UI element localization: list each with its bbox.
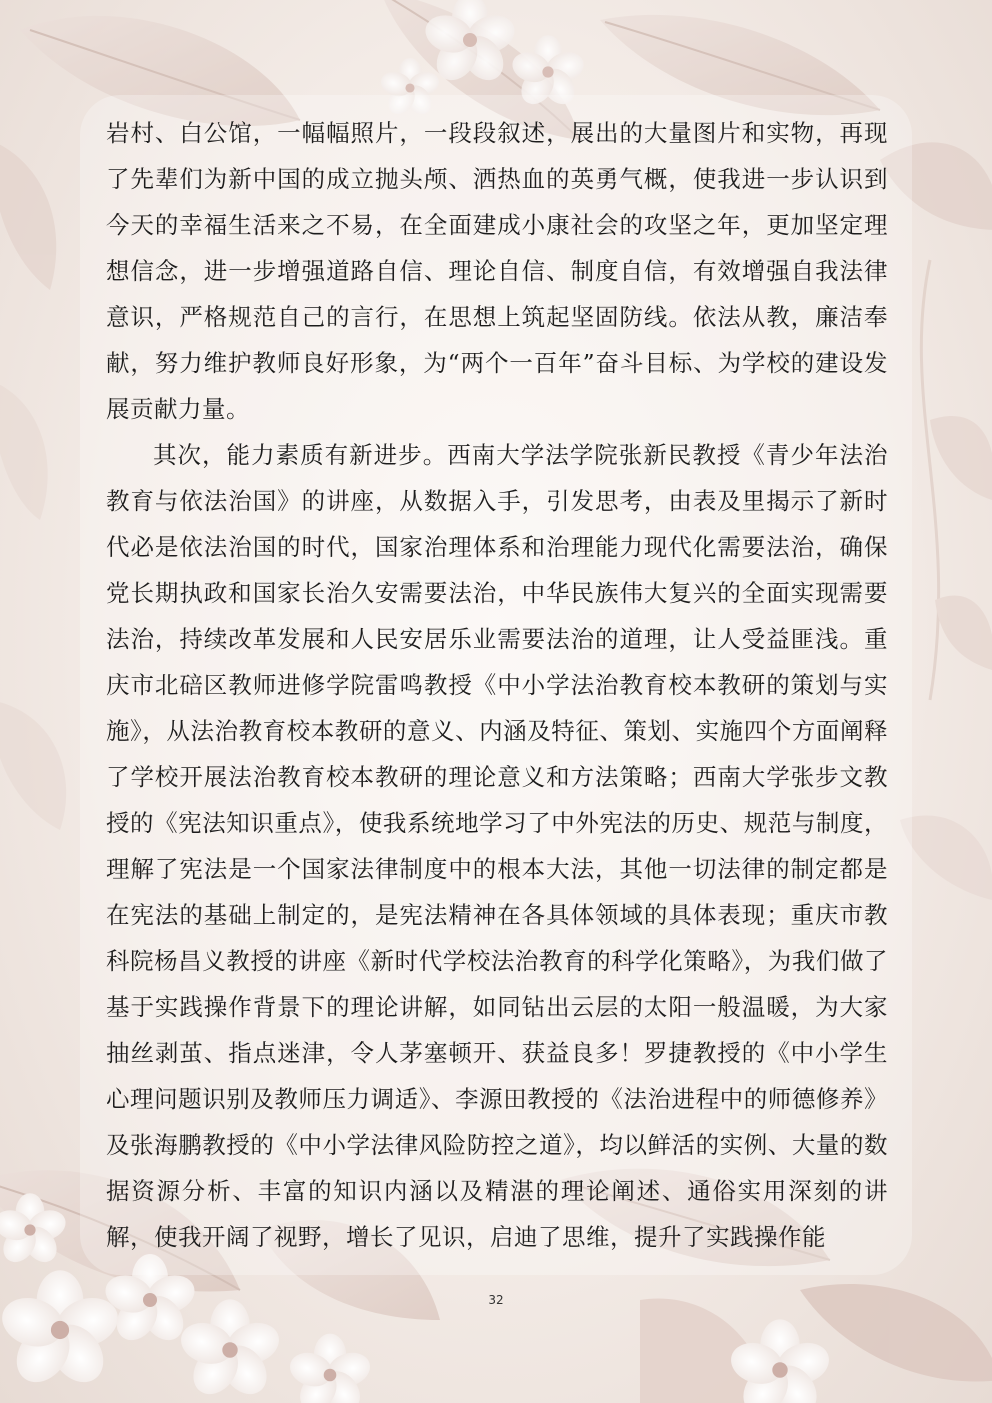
- right-side-foliage: [900, 260, 992, 900]
- paragraph-ability-progress: 其次，能力素质有新进步。西南大学法学院张新民教授《青少年法治教育与依法治国》的讲座，从数据入手，引发思考，由表及里揭示了新时代必是依法治国的时代，国家治理体系和治理能力现代化需要法治，确保党长期执政和国家长治久安需要法治，中华民族伟大复兴的全面实现需要法治，持续改革发展和人民安居乐业需要法治的道理，让人受益匪浅。重庆市北碚区教师进修学院雷鸣教授《中小学法治教育校本教研的策划与实施》，从法治教育校本教研的意义、内涵及特征、策划、实施四个方面阐释了学校开展法治教育校本教研的理论意义和方法策略；西南大学张步文教授的《宪法知识重点》，使我系统地学习了中外宪法的历史、规范与制度，理解了宪法是一个国家法律制度中的根本大法，其他一切法律的制定都是在宪法的基础上制定的，是宪法精神在各具体领域的具体表现；重庆市教科院杨昌义教授的讲座《新时代学校法治教育的科学化策略》，为我们做了基于实践操作背景下的理论讲解，如同钻出云层的太阳一般温暖，为大家抽丝剥茧、指点迷津，令人茅塞顿开、获益良多！罗捷教授的《中小学生心理问题识别及教师压力调适》、李源田教授的《法治进程中的师德修养》及张海鹏教授的《中小学法律风险防控之道》，均以鲜活的实例、大量的数据资源分析、丰富的知识内涵以及精湛的理论阐述、通俗实用深刻的讲解，使我开阔了视野，增长了见识，启迪了思维，提升了实践操作能: [106, 441, 888, 1251]
- paragraph-continuation: 岩村、白公馆，一幅幅照片，一段段叙述，展出的大量图片和实物，再现了先辈们为新中国的成立抛头颅、洒热血的英勇气概，使我进一步认识到今天的幸福生活来之不易，在全面建成小康社会的攻坚之年，更加坚定理想信念，进一步增强道路自信、理论自信、制度自信，有效增强自我法律意识，严格规范自己的言行，在思想上筑起坚固防线。依法从教，廉洁奉献，努力维护教师良好形象，为“两个一百年”奋斗目标、为学校的建设发展贡献力量。: [106, 119, 888, 423]
- left-side-foliage: [0, 380, 66, 830]
- page-number: 32: [488, 1293, 504, 1307]
- document-body: [106, 110, 888, 1260]
